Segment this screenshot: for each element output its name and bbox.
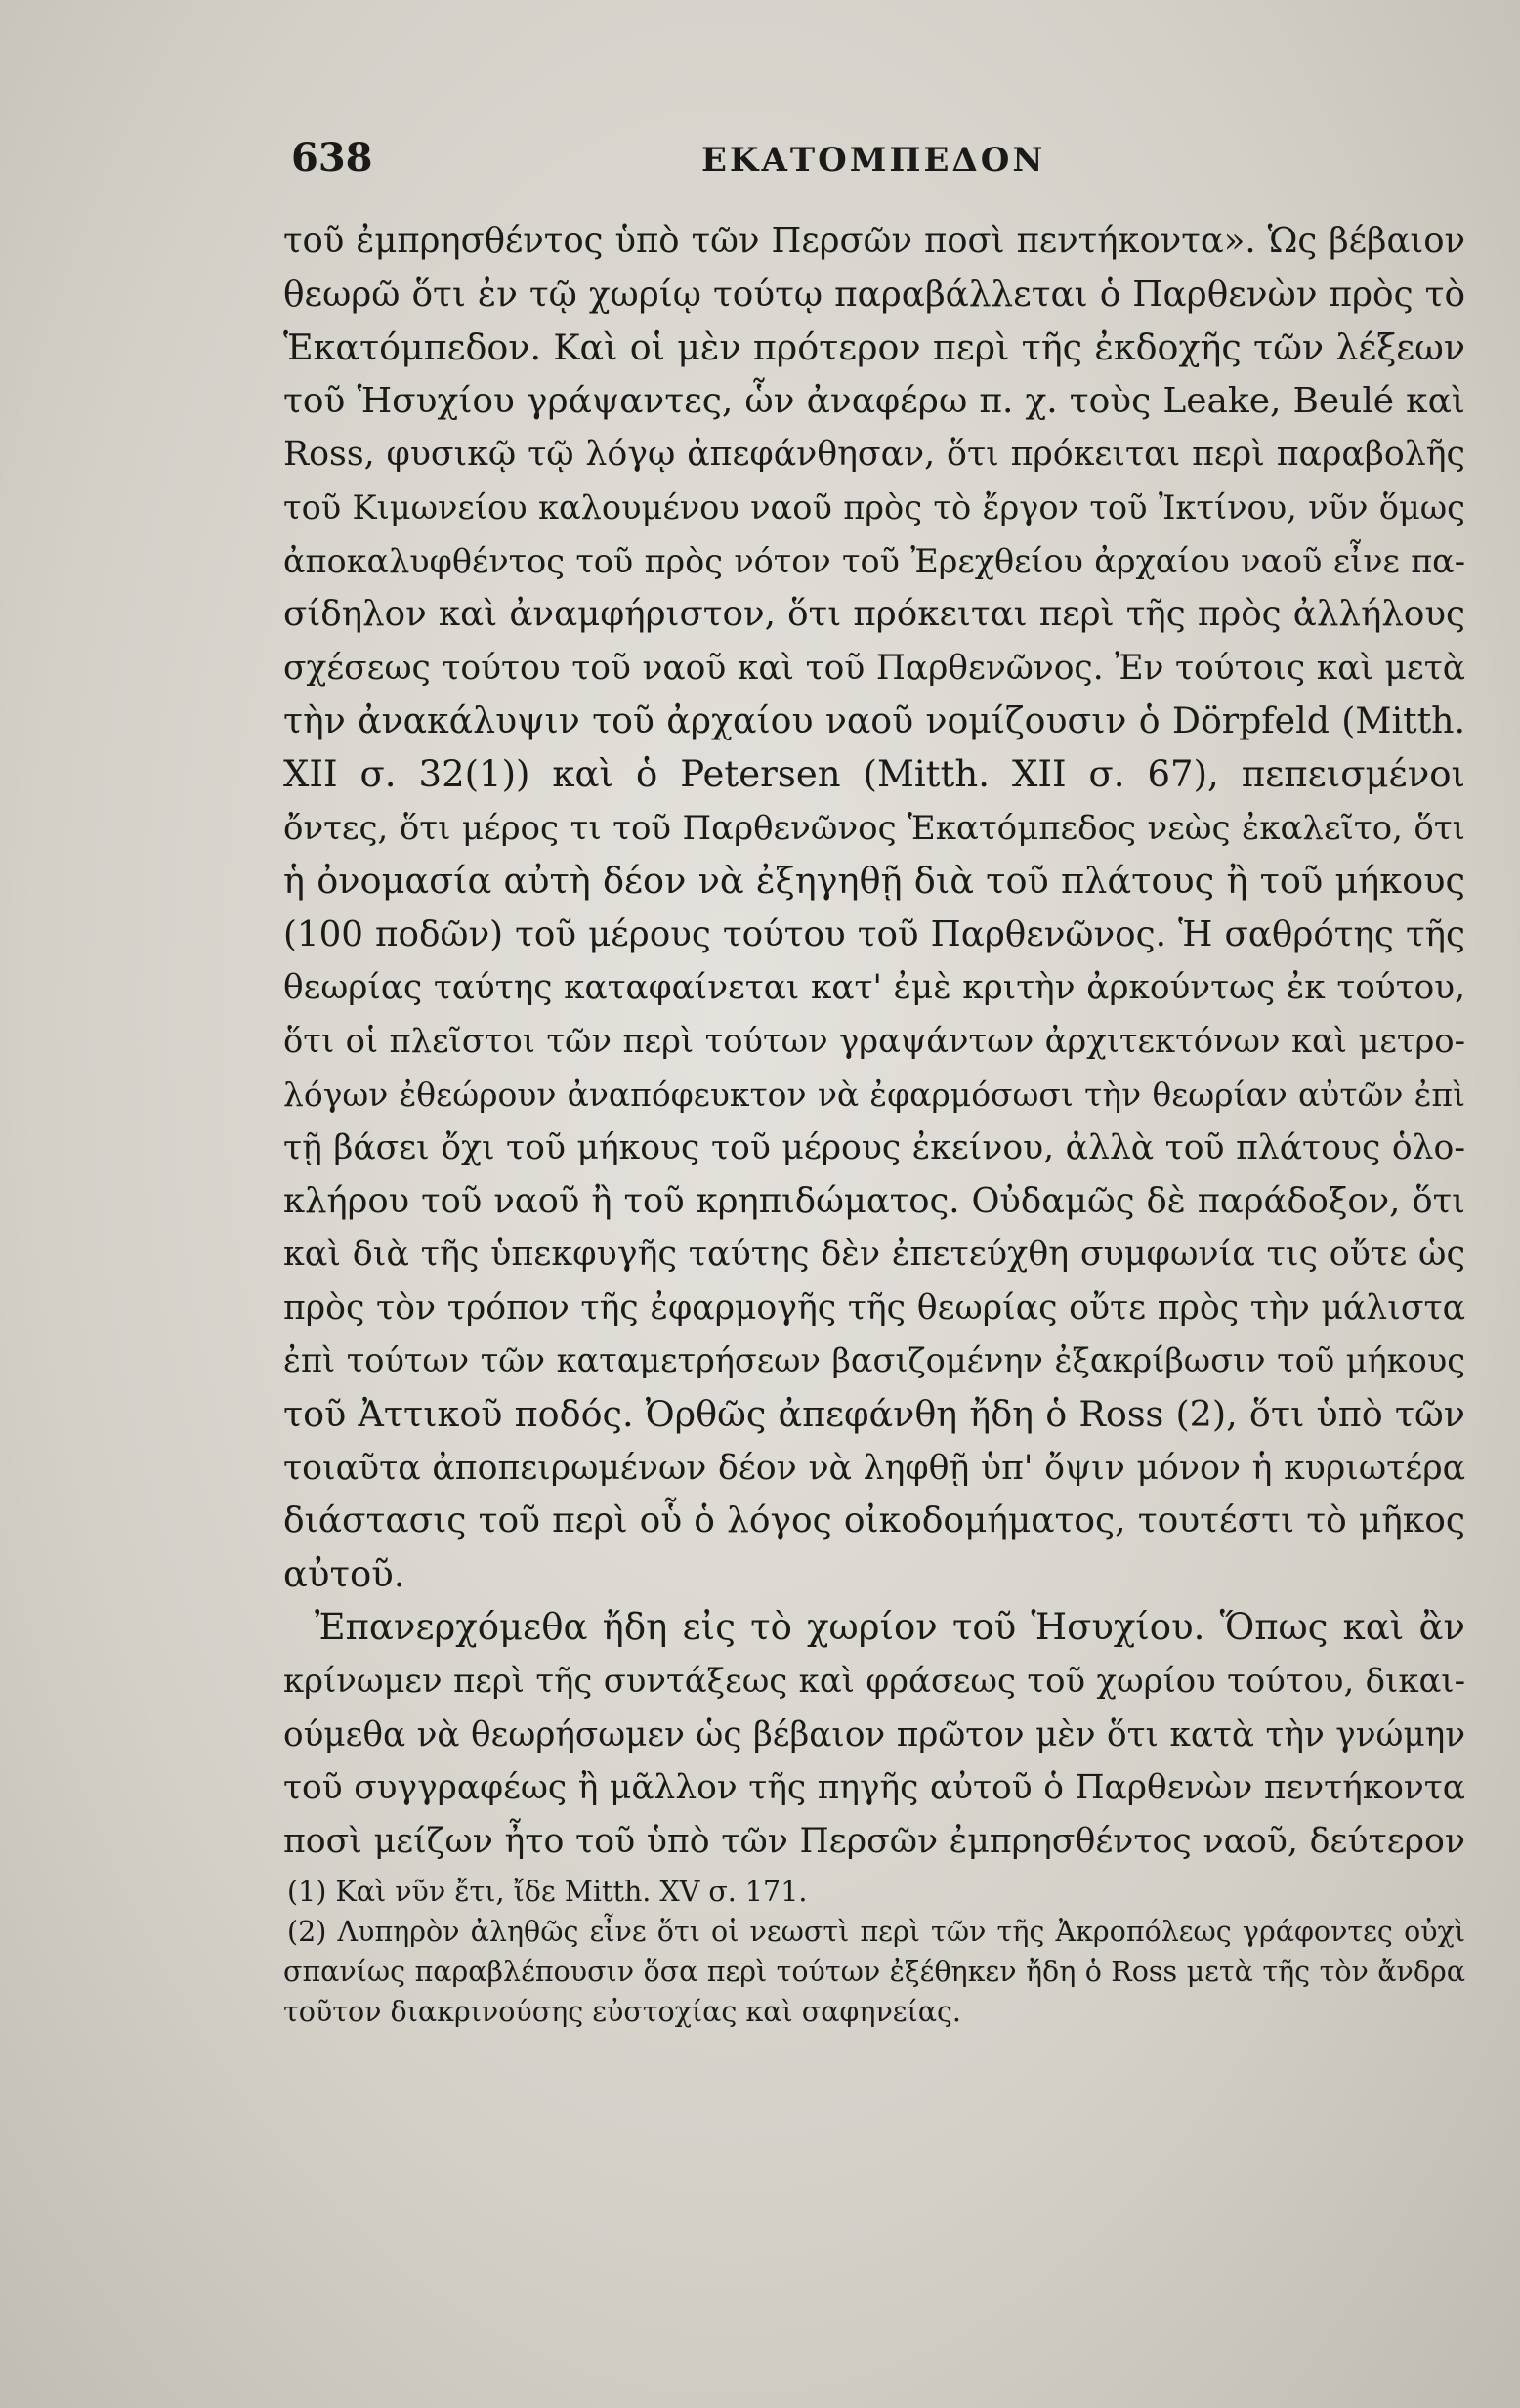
page-header	[291, 135, 1483, 193]
text-line: τοῦ συγγραφέως ἢ μᾶλλον τῆς πηγῆς αὐτοῦ ὁ Παρθενὼν πεντήκοντα	[283, 1768, 1465, 1808]
text-line: σχέσεως τούτου τοῦ ναοῦ καὶ τοῦ Παρθενῶνος. Ἐν τούτοις καὶ μετὰ	[283, 648, 1465, 688]
text-line: ἐπὶ τούτων τῶν καταμετρήσεων βασιζομένην ἐξακρίβωσιν τοῦ μήκους	[283, 1341, 1465, 1380]
text-line: XII σ. 32(1)) καὶ ὁ Petersen (Mitth. XII σ. 67), πεπεισμένοι	[283, 752, 1465, 795]
page-number: 638	[291, 135, 373, 181]
text-line: τὴν ἀνακάλυψιν τοῦ ἀρχαίου ναοῦ νομίζουσιν ὁ Dörpfeld (Mitth.	[283, 699, 1465, 742]
text-line: τῇ βάσει ὄχι τοῦ μήκους τοῦ μέρους ἐκείνου, ἀλλὰ τοῦ πλάτους ὁλο-	[283, 1128, 1465, 1168]
footnote-line: σπανίως παραβλέπουσιν ὅσα περὶ τούτων ἐξέθηκεν ἤδη ὁ Ross μετὰ τῆς τὸν ἄνδρα	[283, 1956, 1465, 1988]
text-line: λόγων ἐθεώρουν ἀναπόφευκτον νὰ ἐφαρμόσωσι τὴν θεωρίαν αὐτῶν ἐπὶ	[283, 1075, 1465, 1114]
text-line: Ἑκατόμπεδον. Καὶ οἱ μὲν πρότερον περὶ τῆς ἐκδοχῆς τῶν λέξεων	[283, 326, 1465, 369]
text-line: πρὸς τὸν τρόπον τῆς ἐφαρμογῆς τῆς θεωρίας οὔτε πρὸς τὴν μάλιστα	[283, 1288, 1465, 1328]
running-title: ΕΚΑΤΟΜΠΕΔΟΝ	[701, 141, 1046, 180]
text-line: διάστασις τοῦ περὶ οὗ ὁ λόγος οἰκοδομήματος, τουτέστι τὸ μῆκος	[283, 1500, 1465, 1542]
text-line: (100 ποδῶν) τοῦ μέρους τούτου τοῦ Παρθενῶνος. Ἡ σαθρότης τῆς	[283, 913, 1465, 954]
footnotes	[283, 1872, 1465, 2032]
text-line: Ἐπανερχόμεθα ἤδη εἰς τὸ χωρίον τοῦ Ἡσυχίου. Ὅπως καὶ ἂν	[315, 1606, 1465, 1649]
text-line: τοιαῦτα ἀποπειρωμένων δέον νὰ ληφθῇ ὑπ' ὄψιν μόνον ἡ κυριωτέρα	[283, 1448, 1465, 1488]
text-line: κλήρου τοῦ ναοῦ ἢ τοῦ κρηπιδώματος. Οὐδαμῶς δὲ παράδοξον, ὅτι	[283, 1180, 1465, 1221]
text-line: κρίνωμεν περὶ τῆς συντάξεως καὶ φράσεως τοῦ χωρίου τούτου, δικαι-	[283, 1662, 1465, 1701]
text-line: αὐτοῦ.	[283, 1552, 405, 1595]
text-line: θεωρῶ ὅτι ἐν τῷ χωρίῳ τούτῳ παραβάλλεται ὁ Παρθενὼν πρὸς τὸ	[283, 274, 1465, 315]
text-line: ὄντες, ὅτι μέρος τι τοῦ Παρθενῶνος Ἑκατόμπεδος νεὼς ἐκαλεῖτο, ὅτι	[283, 808, 1465, 848]
footnote-line: (1) Καὶ νῦν ἔτι, ἴδε Mitth. XV σ. 171.	[287, 1876, 808, 1908]
body-text	[283, 215, 1465, 1868]
text-line: θεωρίας ταύτης καταφαίνεται κατ' ἐμὲ κριτὴν ἀρκούντως ἐκ τούτου,	[283, 968, 1465, 1008]
text-line: Ross, φυσικῷ τῷ λόγῳ ἀπεφάνθησαν, ὅτι πρόκειται περὶ παραβολῆς	[283, 435, 1465, 475]
text-line: ἡ ὀνομασία αὐτὴ δέον νὰ ἐξηγηθῇ διὰ τοῦ πλάτους ἢ τοῦ μήκους	[283, 860, 1465, 903]
text-line: ἀποκαλυφθέντος τοῦ πρὸς νότον τοῦ Ἐρεχθείου ἀρχαίου ναοῦ εἶνε πα-	[283, 541, 1465, 580]
footnote-line: (2) Λυπηρὸν ἀληθῶς εἶνε ὅτι οἱ νεωστὶ περὶ τῶν τῆς Ἀκροπόλεως γράφοντες οὐχὶ	[287, 1916, 1465, 1948]
text-line: τοῦ Ἀττικοῦ ποδός. Ὀρθῶς ἀπεφάνθη ἤδη ὁ Ross (2), ὅτι ὑπὸ τῶν	[283, 1393, 1465, 1436]
footnote-line: τοῦτον διακρινούσης εὐστοχίας καὶ σαφηνείας.	[283, 1996, 961, 2028]
text-line: τοῦ Ἡσυχίου γράψαντες, ὧν ἀναφέρω π. χ. τοὺς Leake, Beulé καὶ	[283, 380, 1465, 421]
text-line: τοῦ Κιμωνείου καλουμένου ναοῦ πρὸς τὸ ἔργον τοῦ Ἰκτίνου, νῦν ὅμως	[283, 487, 1465, 527]
text-line: ούμεθα νὰ θεωρήσωμεν ὡς βέβαιον πρῶτον μὲν ὅτι κατὰ τὴν γνώμην	[283, 1714, 1465, 1754]
text-line: ποσὶ μείζων ἦτο τοῦ ὑπὸ τῶν Περσῶν ἐμπρησθέντος ναοῦ, δεύτερον	[283, 1821, 1465, 1861]
text-line: καὶ διὰ τῆς ὑπεκφυγῆς ταύτης δὲν ἐπετεύχθη συμφωνία τις οὔτε ὡς	[283, 1235, 1465, 1275]
text-line: σίδηλον καὶ ἀναμφήριστον, ὅτι πρόκειται περὶ τῆς πρὸς ἀλλήλους	[283, 594, 1465, 635]
text-line: ὅτι οἱ πλεῖστοι τῶν περὶ τούτων γραψάντων ἀρχιτεκτόνων καὶ μετρο-	[283, 1021, 1465, 1060]
text-line: τοῦ ἐμπρησθέντος ὑπὸ τῶν Περσῶν ποσὶ πεντήκοντα». Ὡς βέβαιον	[283, 221, 1465, 261]
